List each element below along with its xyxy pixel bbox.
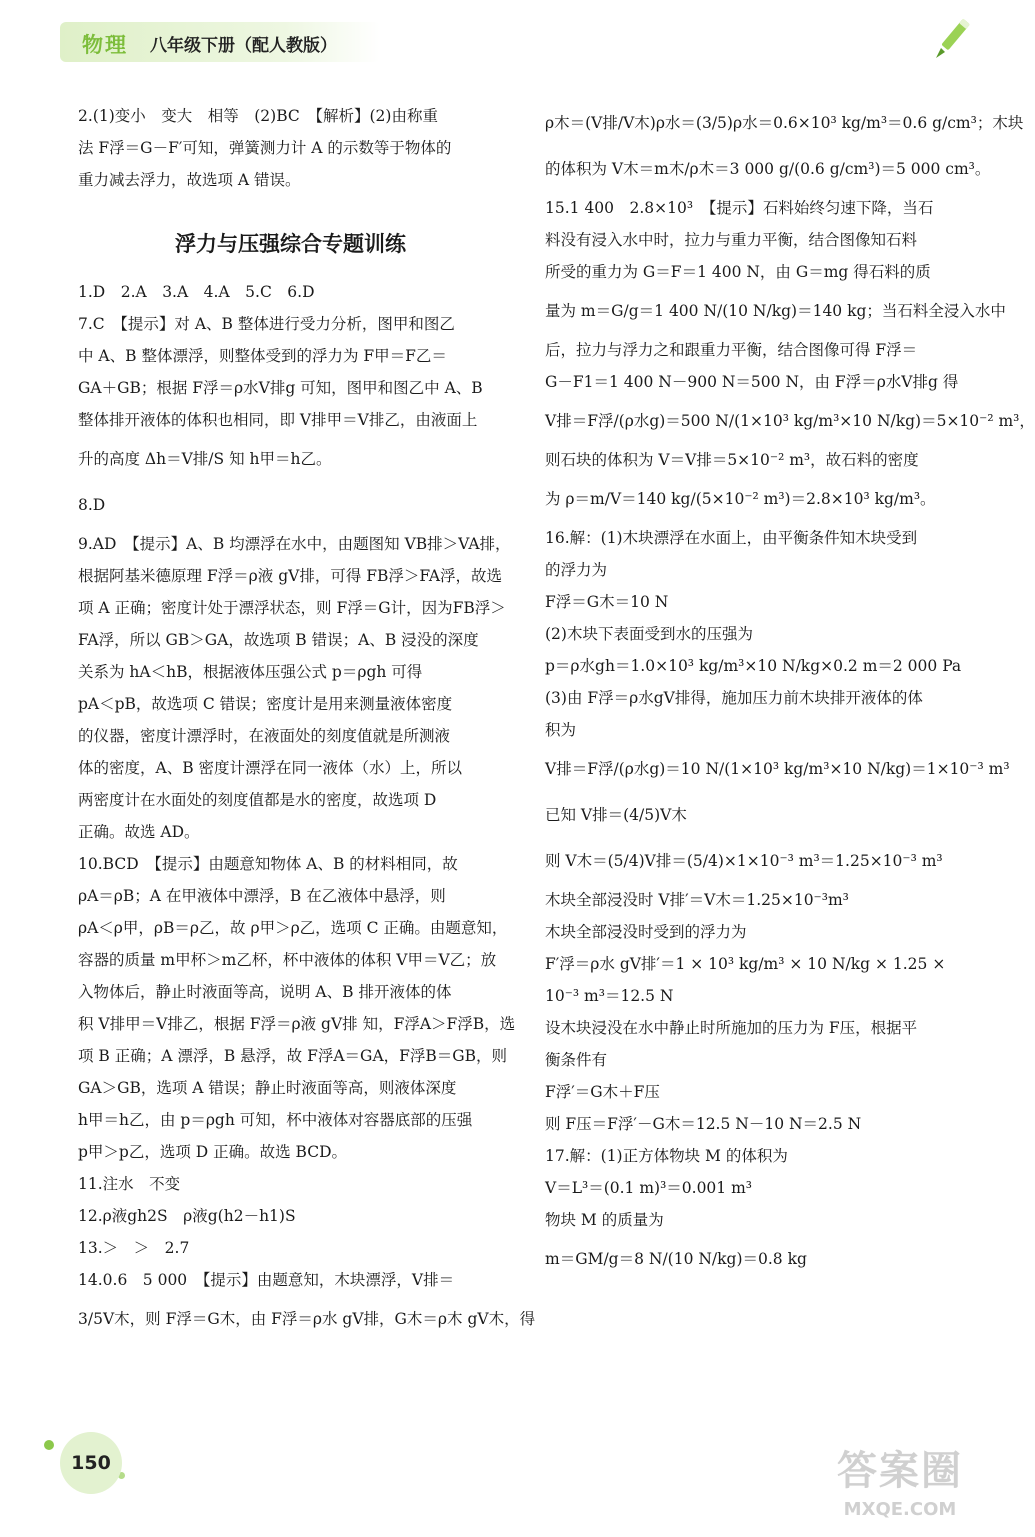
answer-line: V＝L³＝(0.1 m)³＝0.001 m³	[545, 1179, 752, 1197]
pen-icon	[928, 14, 976, 62]
answer-line: 体的密度，A、B 密度计漂浮在同一液体（水）上，所以	[78, 759, 463, 777]
answer-line: 项 A 正确；密度计处于漂浮状态，则 F浮＝G计，因为FB浮＞	[78, 599, 506, 617]
answer-line: 9.AD 【提示】A、B 均漂浮在水中，由题图知 VB排＞VA排，	[78, 535, 511, 553]
answer-line: 料没有浸入水中时，拉力与重力平衡，结合图像知石料	[545, 231, 918, 249]
answer-line: 后，拉力与浮力之和跟重力平衡，结合图像可得 F浮＝	[545, 341, 918, 359]
answer-line: 物块 M 的质量为	[545, 1211, 664, 1229]
answer-line: 7.C 【提示】对 A、B 整体进行受力分析，图甲和图乙	[78, 315, 455, 333]
right-column	[545, 100, 1035, 1282]
answer-line: 已知 V排＝(4/5)V木	[545, 806, 687, 824]
answer-line: h甲＝h乙，由 p＝ρgh 可知，杯中液体对容器底部的压强	[78, 1111, 473, 1129]
answer-line: m＝GM/g＝8 N/(10 N/kg)＝0.8 kg	[545, 1250, 807, 1268]
answer-line: 14.0.6 5 000 【提示】由题意知，木块漂浮，V排＝	[78, 1271, 455, 1289]
answer-line: G－F1＝1 400 N－900 N＝500 N，由 F浮＝ρ水V排g 得	[545, 373, 959, 391]
watermark-cn: 答案圈	[837, 1448, 963, 1494]
answer-line: GA＋GB；根据 F浮＝ρ水V排g 可知，图甲和图乙中 A、B	[78, 379, 483, 397]
answer-line: (3)由 F浮＝ρ水gV排得，施加压力前木块排开液体的体	[545, 689, 923, 707]
answer-line: ρ木＝(V排/V木)ρ水＝(3/5)ρ水＝0.6×10³ kg/m³＝0.6 g/cm³；木块	[545, 114, 1024, 132]
answer-line: F浮＝G木＝10 N	[545, 593, 669, 611]
answer-line: 根据阿基米德原理 F浮＝ρ液 gV排，可得 FB浮＞FA浮，故选	[78, 567, 503, 585]
answer-line: pA＜pB，故选项 C 错误；密度计是用来测量液体密度	[78, 695, 453, 713]
answer-line: 木块全部浸没时受到的浮力为	[545, 923, 747, 941]
watermark-url: MXQE.COM	[843, 1499, 957, 1520]
answer-line: 正确。故选 AD。	[78, 823, 200, 841]
answer-line: V排＝F浮/(ρ水g)＝500 N/(1×10³ kg/m³×10 N/kg)＝5×10⁻² m³，	[545, 412, 1035, 430]
answer-line: 两密度计在水面处的刻度值都是水的密度，故选项 D	[78, 791, 437, 809]
answer-line: 则石块的体积为 V＝V排＝5×10⁻² m³，故石料的密度	[545, 451, 919, 469]
left-column	[78, 100, 536, 1342]
answer-line: 升的高度 Δh＝V排/S 知 h甲＝h乙。	[78, 450, 332, 468]
answer-line: 16.解：(1)木块漂浮在水面上，由平衡条件知木块受到	[545, 529, 918, 547]
answer-line: V排＝F浮/(ρ水g)＝10 N/(1×10³ kg/m³×10 N/kg)＝1×10⁻³ m³	[545, 760, 1010, 778]
answer-line: 17.解：(1)正方体物块 M 的体积为	[545, 1147, 788, 1165]
answer-line: GA＞GB，选项 A 错误；静止时液面等高，则液体深度	[78, 1079, 457, 1097]
answer-line: 为 ρ＝m/V＝140 kg/(5×10⁻² m³)＝2.8×10³ kg/m³。	[545, 490, 936, 508]
answer-line: 的浮力为	[545, 561, 608, 579]
answer-line: (2)木块下表面受到水的压强为	[545, 625, 753, 643]
answer-line: p＝ρ水gh＝1.0×10³ kg/m³×10 N/kg×0.2 m＝2 000 Pa	[545, 657, 962, 675]
answer-line: 则 V木＝(5/4)V排＝(5/4)×1×10⁻³ m³＝1.25×10⁻³ m³	[545, 852, 943, 870]
subject-label: 物理	[82, 33, 128, 57]
decor-dot	[44, 1440, 54, 1450]
answer-line: 项 B 正确；A 漂浮，B 悬浮，故 F浮A＝GA，F浮B＝GB，则	[78, 1047, 508, 1065]
answer-line: 积为	[545, 721, 577, 739]
answer-line: 关系为 hA＜hB，根据液体压强公式 p＝ρgh 可得	[78, 663, 423, 681]
answer-line: 13.＞ ＞ 2.7	[78, 1239, 190, 1257]
answer-line: 的仪器，密度计漂浮时，在液面处的刻度值就是所测液	[78, 727, 451, 745]
answer-line: 容器的质量 m甲杯＞m乙杯，杯中液体的体积 V甲＝V乙；放	[78, 951, 497, 969]
answer-line: 木块全部浸没时 V排′＝V木＝1.25×10⁻³m³	[545, 891, 849, 909]
answer-line: 的体积为 V木＝m木/ρ木＝3 000 g/(0.6 g/cm³)＝5 000 cm³。	[545, 160, 991, 178]
answer-line: 8.D	[78, 496, 106, 514]
answer-line: 12.ρ液gh2S ρ液g(h2－h1)S	[78, 1207, 296, 1225]
answer-line: 入物体后，静止时液面等高，说明 A、B 排开液体的体	[78, 983, 452, 1001]
section-title: 浮力与压强综合专题训练	[175, 232, 406, 256]
grade-label: 八年级下册（配人教版）	[150, 36, 337, 56]
answer-line: 整体排开液体的体积也相同，即 V排甲＝V排乙，由液面上	[78, 411, 478, 429]
answer-line: p甲＞p乙，选项 D 正确。故选 BCD。	[78, 1143, 348, 1161]
answer-line: 2.(1)变小 变大 相等 (2)BC 【解析】(2)由称重	[78, 107, 438, 125]
answer-line: 15.1 400 2.8×10³ 【提示】石料始终匀速下降，当石	[545, 199, 934, 217]
answer-line: ρA＜ρ甲，ρB＝ρ乙，故 ρ甲＞ρ乙，选项 C 正确。由题意知，	[78, 919, 508, 937]
answer-line: 1.D 2.A 3.A 4.A 5.C 6.D	[78, 283, 315, 301]
answer-line: 则 F压＝F浮′－G木＝12.5 N－10 N＝2.5 N	[545, 1115, 862, 1133]
answer-line: 10.BCD 【提示】由题意知物体 A、B 的材料相同，故	[78, 855, 458, 873]
watermark	[815, 1445, 985, 1530]
page-number: 150	[60, 1432, 122, 1494]
answer-line: 11.注水 不变	[78, 1175, 181, 1193]
answer-line: 3/5V木，则 F浮＝G木，由 F浮＝ρ水 gV排，G木＝ρ木 gV木，得	[78, 1310, 536, 1328]
answer-line: FA浮，所以 GB＞GA，故选项 B 错误；A、B 浸没的深度	[78, 631, 479, 649]
answer-line: 中 A、B 整体漂浮，则整体受到的浮力为 F甲＝F乙＝	[78, 347, 447, 365]
answer-line: 重力减去浮力，故选项 A 错误。	[78, 171, 301, 189]
answer-line: 积 V排甲＝V排乙，根据 F浮＝ρ液 gV排 知，F浮A＞F浮B，选	[78, 1015, 516, 1033]
answer-line: 量为 m＝G/g＝1 400 N/(10 N/kg)＝140 kg；当石料全浸入水中	[545, 302, 1006, 320]
answer-line: ρA＝ρB；A 在甲液体中漂浮，B 在乙液体中悬浮，则	[78, 887, 446, 905]
answer-line: F′浮＝ρ水 gV排′＝1 × 10³ kg/m³ × 10 N/kg × 1.25 ×	[545, 955, 946, 973]
answer-line: 10⁻³ m³＝12.5 N	[545, 987, 674, 1005]
answer-line: F浮′＝G木＋F压	[545, 1083, 660, 1101]
answer-line: 法 F浮＝G－F′可知，弹簧测力计 A 的示数等于物体的	[78, 139, 452, 157]
answer-line: 设木块浸没在水中静止时所施加的压力为 F压，根据平	[545, 1019, 918, 1037]
answer-line: 所受的重力为 G＝F＝1 400 N，由 G＝mg 得石料的质	[545, 263, 931, 281]
header-banner	[60, 22, 380, 62]
answer-line: 衡条件有	[545, 1051, 608, 1069]
